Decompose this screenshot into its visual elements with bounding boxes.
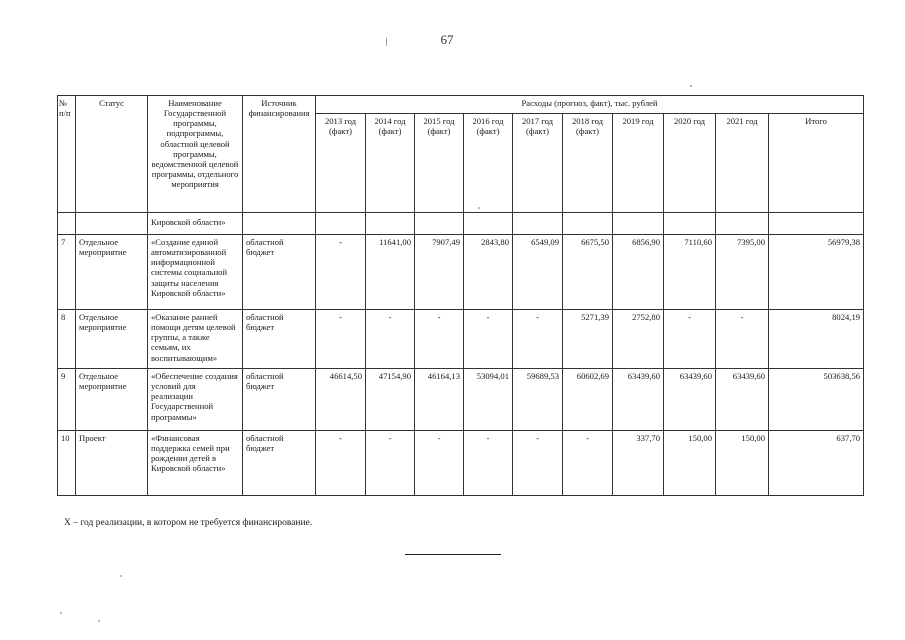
value-cell: 6675,50 [563,235,613,310]
header-year-2021: 2021 год [716,114,769,213]
row-status: Проект [76,431,148,496]
table-row [58,369,864,431]
table-row [58,431,864,496]
row-index: 8 [58,310,76,369]
table-row [58,235,864,310]
table-cell [58,213,76,235]
row-name: «Финансовая поддержка семей при рождении детей в Кировской области» [148,431,243,496]
value-cell: - [366,310,415,369]
row-name: «Создание единой автоматизированной информационной системы социальной защиты населения Кировской области» [148,235,243,310]
row-index: 10 [58,431,76,496]
value-cell: - [716,310,769,369]
footnote: Х – год реализации, в котором не требуется финансирование. [64,518,313,528]
header-year-2015: 2015 год (факт) [415,114,464,213]
value-cell: 47154,90 [366,369,415,431]
header-total: Итого [769,114,864,213]
row-index: 7 [58,235,76,310]
value-cell: - [513,431,563,496]
value-cell: 7907,49 [415,235,464,310]
value-cell: - [513,310,563,369]
value-cell: 46614,50 [316,369,366,431]
value-cell: 59689,53 [513,369,563,431]
row-status: Отдельное мероприятие [76,310,148,369]
header-year-2018: 2018 год (факт) [563,114,613,213]
value-cell: 7395,00 [716,235,769,310]
total-cell: 503638,56 [769,369,864,431]
total-cell: 637,70 [769,431,864,496]
total-cell: 56979,38 [769,235,864,310]
table-cell [366,213,415,235]
continuation-row [58,213,864,235]
scan-speck [120,575,122,577]
value-cell: - [664,310,716,369]
table-cell [316,213,366,235]
value-cell: - [464,310,513,369]
row-index: 9 [58,369,76,431]
value-cell: 63439,60 [664,369,716,431]
row-status: Отдельное мероприятие [76,369,148,431]
scan-speck [690,85,692,87]
total-cell: 8024,19 [769,310,864,369]
header-year-2019: 2019 год [613,114,664,213]
table-row [58,310,864,369]
continuation-text: Кировской области» [148,213,243,235]
table-cell [563,213,613,235]
row-status: Отдельное мероприятие [76,235,148,310]
divider-line [405,554,501,555]
header-name: Наименование Государственной программы, подпрограммы, областной целевой программы, ведомственной целевой программы, отдельного мероприятия [148,96,243,213]
value-cell: 60602,69 [563,369,613,431]
value-cell: 63439,60 [716,369,769,431]
budget-table [57,95,864,496]
value-cell: - [316,431,366,496]
table-cell [464,213,513,235]
value-cell: 2843,80 [464,235,513,310]
value-cell: 63439,60 [613,369,664,431]
scan-speck [478,207,480,209]
value-cell: 7110,60 [664,235,716,310]
header-status: Статус [76,96,148,213]
value-cell: 337,70 [613,431,664,496]
scan-speck [60,612,62,614]
header-year-2014: 2014 год (факт) [366,114,415,213]
header-year-2013: 2013 год (факт) [316,114,366,213]
header-row-top [58,96,864,114]
row-source: областной бюджет [243,431,316,496]
table-cell [243,213,316,235]
header-source: Источник финансирования [243,96,316,213]
row-source: областной бюджет [243,369,316,431]
scan-speck [386,38,387,46]
page-number: 67 [440,32,454,47]
value-cell: - [366,431,415,496]
row-name: «Оказание ранней помощи детям целевой группы, а также семьям, их воспитывающим» [148,310,243,369]
value-cell: 11641,00 [366,235,415,310]
table-cell [415,213,464,235]
value-cell: 150,00 [664,431,716,496]
table-cell [664,213,716,235]
table-cell [76,213,148,235]
table-cell [769,213,864,235]
row-name: «Обеспечение создания условий для реализации Государственной программы» [148,369,243,431]
value-cell: 6856,90 [613,235,664,310]
table-cell [716,213,769,235]
value-cell: - [316,310,366,369]
value-cell: 2752,80 [613,310,664,369]
value-cell: 6549,09 [513,235,563,310]
value-cell: - [563,431,613,496]
table-cell [513,213,563,235]
value-cell: - [415,310,464,369]
header-index: № п/п [58,96,76,213]
value-cell: 46164,13 [415,369,464,431]
value-cell: - [415,431,464,496]
header-expenses: Расходы (прогноз, факт), тыс. рублей [316,96,864,114]
scan-speck [98,620,100,622]
value-cell: - [464,431,513,496]
header-year-2017: 2017 год (факт) [513,114,563,213]
value-cell: - [316,235,366,310]
header-year-2016: 2016 год (факт) [464,114,513,213]
header-year-2020: 2020 год [664,114,716,213]
row-source: областной бюджет [243,310,316,369]
table-cell [613,213,664,235]
value-cell: 53094,01 [464,369,513,431]
value-cell: 5271,39 [563,310,613,369]
row-source: областной бюджет [243,235,316,310]
value-cell: 150,00 [716,431,769,496]
